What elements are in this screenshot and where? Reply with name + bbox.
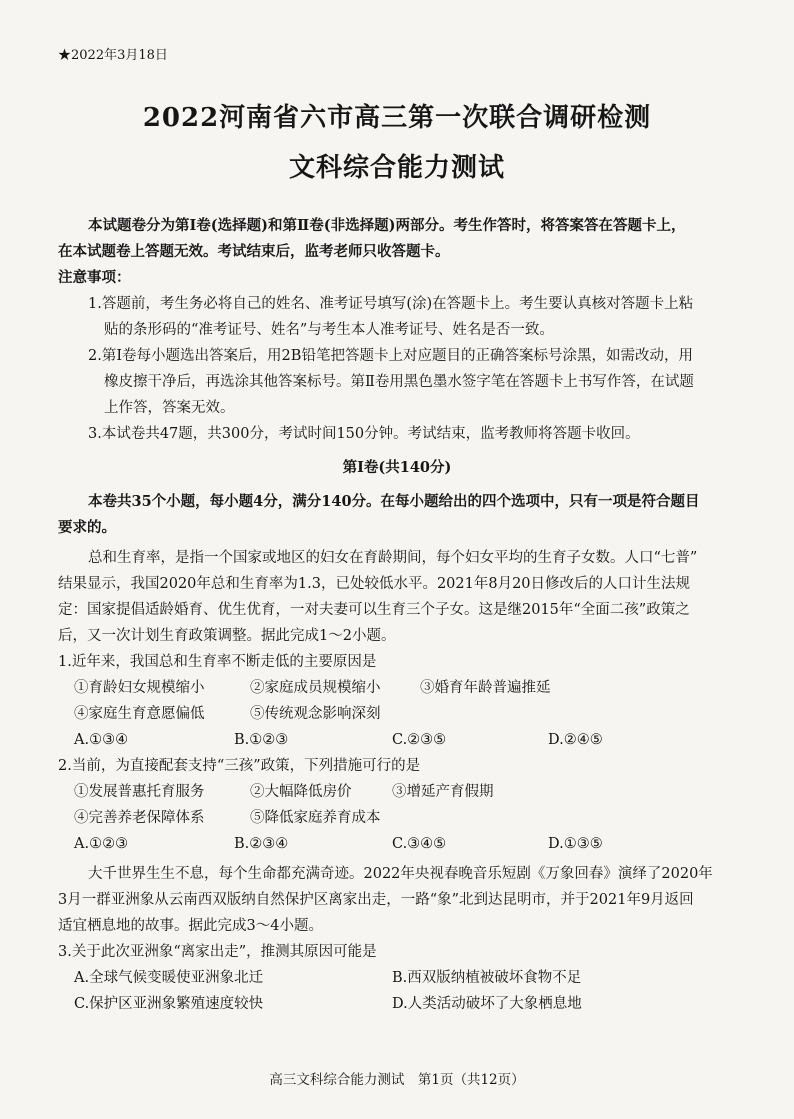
note-item: 橡皮擦干净后，再选涂其他答案标号。第Ⅱ卷用黑色墨水签字笔在答题卡上书写作答，在试题 xyxy=(104,374,694,390)
exam-title: 2022河南省六市高三第一次联合调研检测 xyxy=(142,103,652,133)
passage-line: 后，又一次计划生育政策调整。据此完成1～2小题。 xyxy=(58,628,396,644)
statement-item: ④完善养老保障体系 xyxy=(74,810,205,826)
option-a: A.①③④ xyxy=(74,732,129,748)
question-stem: 3.关于此次亚洲象“离家出走”，推测其原因可能是 xyxy=(58,944,377,960)
option-d: D.②④⑤ xyxy=(548,732,603,748)
notes-heading: 注意事项： xyxy=(58,269,131,286)
note-item: 贴的条形码的“准考证号、姓名”与考生本人准考证号、姓名是否一致。 xyxy=(104,322,554,338)
passage-line: 适宜栖息地的故事。据此完成3～4小题。 xyxy=(58,918,323,934)
option-c: C.②③⑤ xyxy=(392,732,447,748)
statement-item: ②大幅降低房价 xyxy=(250,784,352,800)
statement-item: ⑤传统观念影响深刻 xyxy=(250,706,381,722)
page-footer: 高三文科综合能力测试 第1页（共12页） xyxy=(269,1072,525,1088)
note-item: 3.本试卷共47题，共300分，考试时间150分钟。考试结束，监考教师将答题卡收回。 xyxy=(88,426,640,442)
option-b: B.①②③ xyxy=(234,732,289,748)
note-item: 2.第Ⅰ卷每小题选出答案后，用2B铅笔把答题卡上对应题目的正确答案标号涂黑，如需改动，用 xyxy=(88,348,693,364)
option-b: B.西双版纳植被破坏食物不足 xyxy=(392,970,582,986)
intro-line: 本试题卷分为第Ⅰ卷(选择题)和第Ⅱ卷(非选择题)两部分。考生作答时，将答案答在答题卡上， xyxy=(88,217,686,234)
passage-line: 大千世界生生不息，每个生命都充满奇迹。2022年央视春晚音乐短剧《万象回春》演绎了2020年 xyxy=(88,866,713,882)
statement-item: ①育龄妇女规模缩小 xyxy=(74,680,205,696)
passage-line: 定：国家提倡适龄婚育、优生优育，一对夫妻可以生育三个子女。这是继2015年“全面二孩”政策之 xyxy=(58,602,690,618)
exam-date: ★2022年3月18日 xyxy=(58,48,168,63)
passage-line: 结果显示，我国2020年总和生育率为1.3，已处较低水平。2021年8月20日修改后的人口计生法规 xyxy=(58,576,691,592)
statement-item: ①发展普惠托育服务 xyxy=(74,784,205,800)
statement-item: ⑤降低家庭养育成本 xyxy=(250,810,381,826)
option-c: C.③④⑤ xyxy=(392,836,447,852)
note-item: 上作答，答案无效。 xyxy=(104,400,235,416)
option-b: B.②③④ xyxy=(234,836,289,852)
note-item: 1.答题前，考生务必将自己的姓名、准考证号填写(涂)在答题卡上。考生要认真核对答题卡上粘 xyxy=(88,296,694,312)
option-a: A.全球气候变暖使亚洲象北迁 xyxy=(74,970,264,986)
option-a: A.①②③ xyxy=(74,836,129,852)
passage-line: 3月一群亚洲象从云南西双版纳自然保护区离家出走，一路“象”北到达昆明市，并于2021年9月返回 xyxy=(58,892,694,908)
option-c: C.保护区亚洲象繁殖速度较快 xyxy=(74,996,264,1012)
option-d: D.人类活动破坏了大象栖息地 xyxy=(392,996,582,1012)
section-desc: 本卷共35个小题，每小题4分，满分140分。在每小题给出的四个选项中，只有一项是符合题目 xyxy=(88,493,700,510)
passage-line: 总和生育率，是指一个国家或地区的妇女在育龄期间，每个妇女平均的生育子女数。人口“七普” xyxy=(88,550,698,566)
exam-subtitle: 文科综合能力测试 xyxy=(288,153,505,183)
intro-line: 在本试题卷上答题无效。考试结束后，监考老师只收答题卡。 xyxy=(58,243,450,260)
question-stem: 1.近年来，我国总和生育率不断走低的主要原因是 xyxy=(58,654,377,670)
statement-item: ③增延产育假期 xyxy=(392,784,494,800)
question-stem: 2.当前，为直接配套支持“三孩”政策，下列措施可行的是 xyxy=(58,758,421,774)
statement-item: ③婚育年龄普遍推延 xyxy=(420,680,551,696)
section-title: 第Ⅰ卷(共140分) xyxy=(342,459,452,476)
statement-item: ④家庭生育意愿偏低 xyxy=(74,706,205,722)
section-desc: 要求的。 xyxy=(58,519,116,536)
option-d: D.①③⑤ xyxy=(548,836,603,852)
statement-item: ②家庭成员规模缩小 xyxy=(250,680,381,696)
